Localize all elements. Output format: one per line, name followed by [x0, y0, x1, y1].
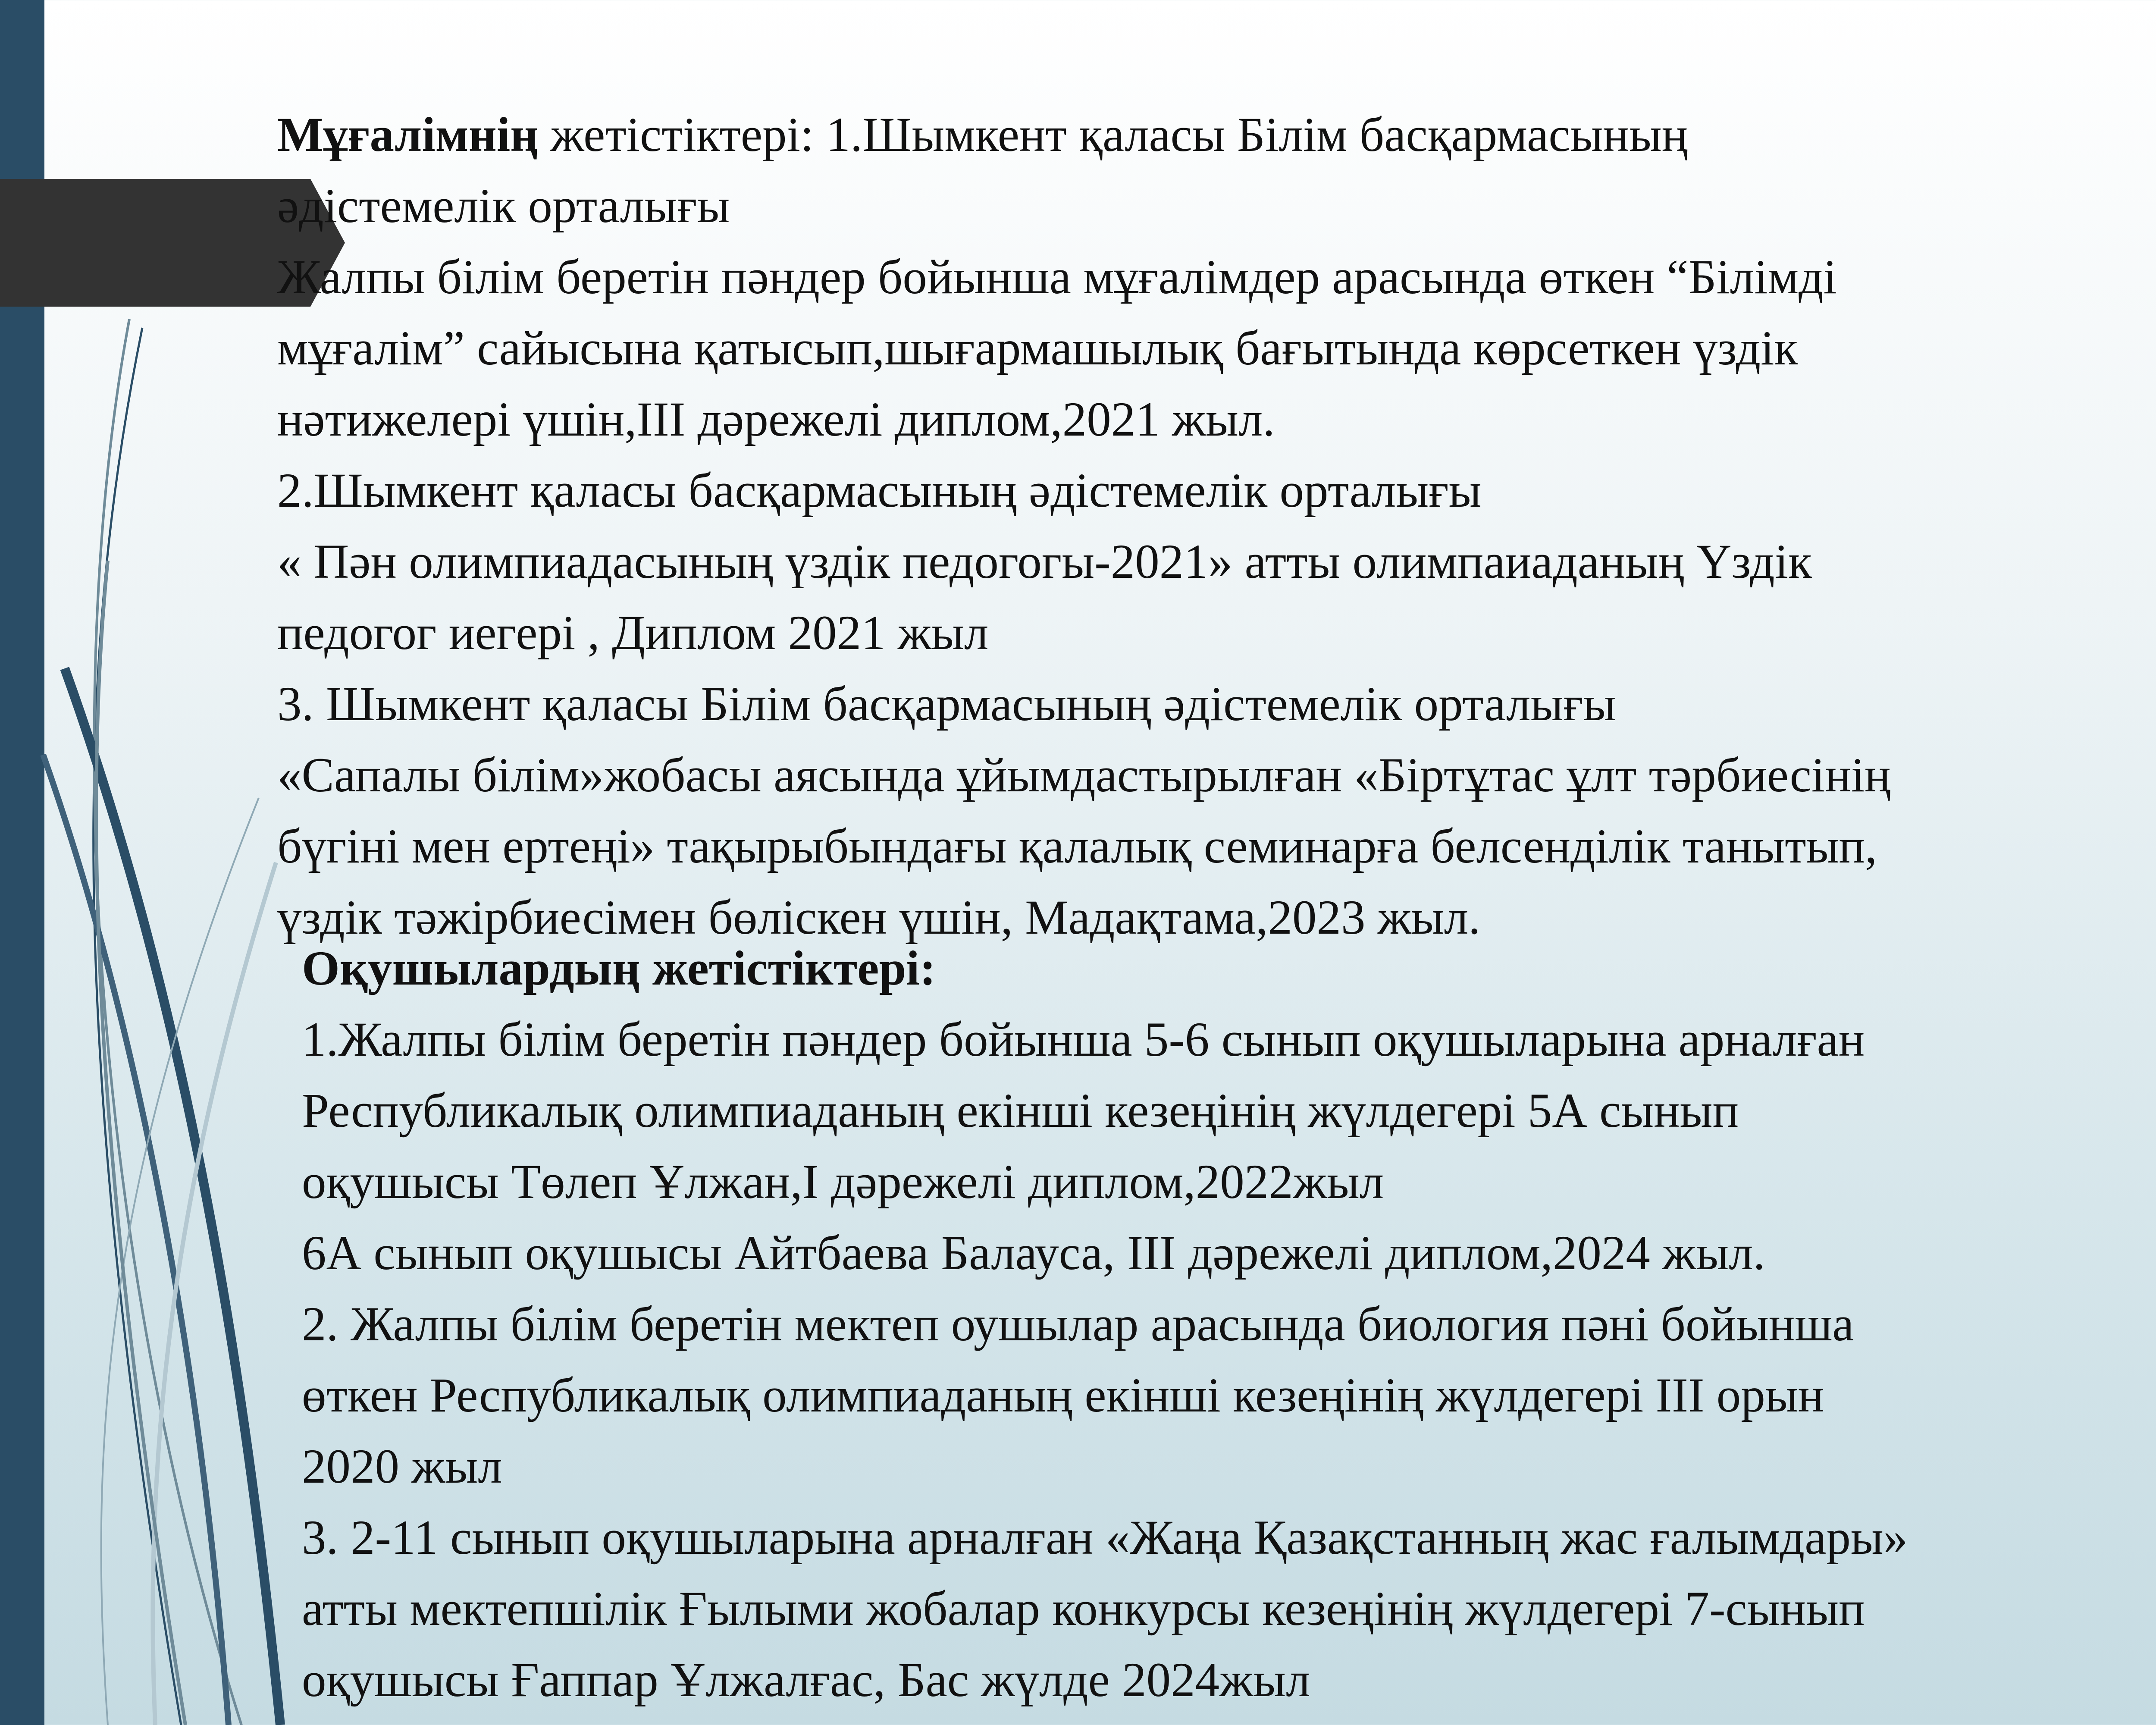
teacher-line: « Пән олимпиадасының үздік педогогы-2021» атты олимпаиаданың Үздік [277, 535, 1812, 589]
teacher-heading-bold: Мұғалімнің [277, 108, 539, 162]
students-line: 2020 жыл [302, 1440, 502, 1493]
teacher-heading-text: жетістіктері: 1.Шымкент қаласы Білім басқармасының [538, 108, 1688, 162]
students-line: өткен Республикалық олимпиаданың екінші кезеңінің жүлдегері ІІІ орын [302, 1368, 1824, 1422]
teacher-line: «Сапалы білім»жобасы аясында ұйымдастырылған «Біртұтас ұлт тәрбиесінің [277, 748, 1891, 802]
students-line: оқушысы Төлеп Ұлжан,І дәрежелі диплом,2022жыл [302, 1155, 1384, 1209]
teacher-line: 3. Шымкент қаласы Білім басқармасының әдістемелік орталығы [277, 677, 1616, 731]
students-line: 2. Жалпы білім беретін мектеп оушылар арасында биология пәні бойынша [302, 1297, 1854, 1351]
teacher-line: Жалпы білім беретін пәндер бойынша мұғалімдер арасында өткен “Білімді [277, 250, 1837, 304]
students-heading: Оқушылардың жетістіктері: [302, 941, 936, 995]
students-line: оқушысы Ғаппар Ұлжалғас, Бас жүлде 2024жыл [302, 1653, 1310, 1707]
students-line: 1.Жалпы білім беретін пәндер бойынша 5-6 сынып оқушыларына арналған [302, 1013, 1865, 1066]
teacher-line: педогог иегері , Диплом 2021 жыл [277, 606, 989, 660]
swirl-line-7 [96, 561, 185, 1725]
teacher-heading-line [277, 99, 1891, 170]
teacher-line: бүгіні мен ертеңі» тақырыбындағы қалалық семинарға белсенділік танытып, [277, 819, 1877, 873]
teacher-achievements [277, 99, 1891, 953]
teacher-line: мұғалім” сайысына қатысып,шығармашылық бағытында көрсеткен үздік [277, 321, 1798, 375]
students-line: атты мектепшілік Ғылыми жобалар конкурсы кезеңінің жүлдегері 7-сынып [302, 1582, 1865, 1636]
teacher-line: нәтижелері үшін,ІІІ дәрежелі диплом,2021 жыл. [277, 392, 1275, 446]
students-line: 3. 2-11 сынып оқушыларына арналған «Жаңа Қазақстанның жас ғалымдары» [302, 1511, 1908, 1565]
teacher-line: үздік тәжірбиесімен бөліскен үшін, Мадақтама,2023 жыл. [277, 891, 1481, 944]
students-line: Республикалық олимпиаданың екінші кезеңінің жүлдегері 5А сынып [302, 1084, 1739, 1138]
teacher-line: әдістемелік орталығы [277, 179, 730, 233]
teacher-line: 2.Шымкент қаласы басқармасының әдістемелік орталығы [277, 464, 1482, 518]
student-achievements [302, 933, 1908, 1716]
students-line: 6А сынып оқушысы Айтбаева Балауса, ІІІ дәрежелі диплом,2024 жыл. [302, 1226, 1765, 1280]
